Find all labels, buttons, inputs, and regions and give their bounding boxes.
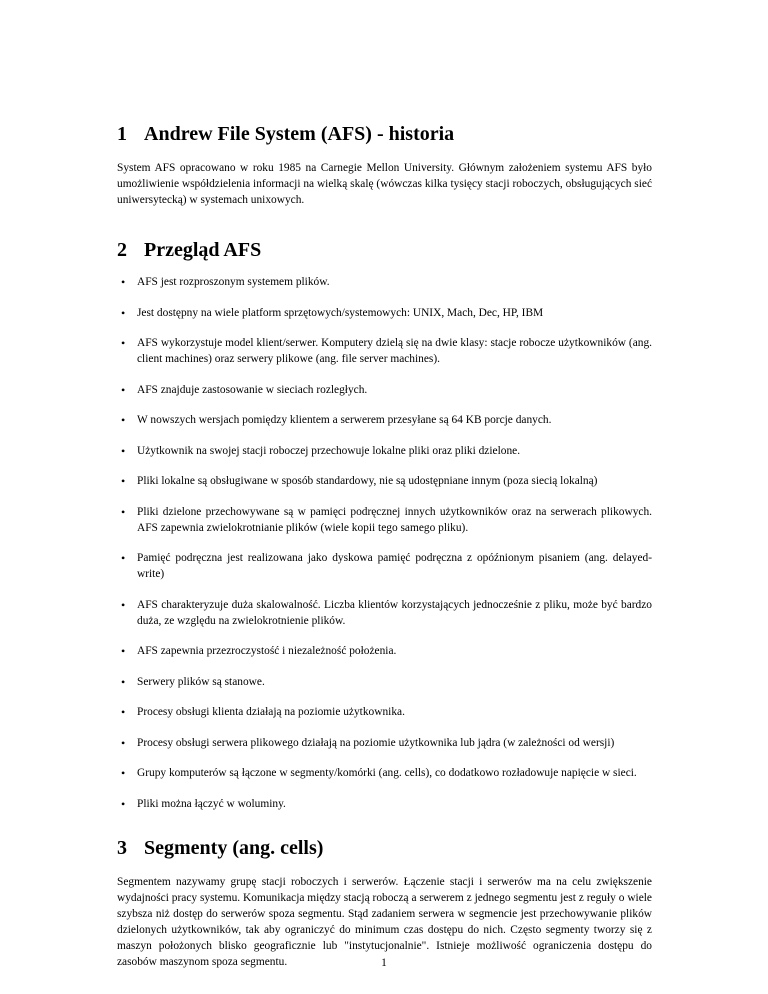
list-item: • Grupy komputerów są łączone w segmenty/komórki (ang. cells), co dodatkowo rozładowuje napięcie w sieci. — [117, 765, 652, 781]
section-3-number: 3 — [117, 836, 127, 859]
section-3-title: Segmenty (ang. cells) — [144, 836, 324, 859]
section-1-title: Andrew File System (AFS) - historia — [144, 123, 455, 145]
list-item: • Procesy obsługi klienta działają na poziomie użytkownika. — [117, 704, 652, 720]
list-item: • AFS znajduje zastosowanie w sieciach rozległych. — [117, 382, 652, 398]
list-item: • Pliki dzielone przechowywane są w pamięci podręcznej innych użytkowników oraz na serwerach plikowych. AFS zapewnia zwielokrotnianie plików (wiele kopii tego samego pliku). — [117, 504, 652, 536]
section-1-heading — [117, 122, 652, 146]
section-2-number: 2 — [117, 239, 127, 261]
list-item: • Pliki można łączyć w woluminy. — [117, 796, 652, 812]
section-1-number: 1 — [117, 123, 127, 145]
afs-overview-list — [117, 274, 652, 812]
list-item: • AFS charakteryzuje duża skalowalność. Liczba klientów korzystających jednocześnie z pliku, może być bardzo duża, ze względu na zwielokrotnienie plików. — [117, 597, 652, 629]
list-item: • AFS zapewnia przezroczystość i niezależność położenia. — [117, 643, 652, 659]
list-item: • AFS jest rozproszonym systemem plików. — [117, 274, 652, 290]
section-3-heading — [117, 836, 652, 860]
list-item: • Procesy obsługi serwera plikowego działają na poziomie użytkownika lub jądra (w zależności od wersji) — [117, 735, 652, 751]
list-item: • W nowszych wersjach pomiędzy klientem a serwerem przesyłane są 64 KB porcje danych. — [117, 412, 652, 428]
list-item: • AFS wykorzystuje model klient/serwer. Komputery dzielą się na dwie klasy: stacje robocze użytkowników (ang. client machines) oraz serwery plikowe (ang. file server machines). — [117, 335, 652, 367]
list-item: • Jest dostępny na wiele platform sprzętowych/systemowych: UNIX, Mach, Dec, HP, IBM — [117, 305, 652, 321]
section-3-paragraph: Segmentem nazywamy grupę stacji roboczych i serwerów. Łączenie stacji i serwerów ma na celu zwiększenie wydajności pracy systemu. Komunikacja między stacją roboczą a serwerem z jednego segmentu jest z reguły o wiele szybsza niż dostęp do serwerów spoza segmentu. Stąd zadaniem serwera w segmencie jest przechowywanie plików dzielonych użytkowników, tak aby ograniczyć do minimum czas dostępu do nich. Często segmenty tworzy się z maszyn położonych blisko geograficznie lub "instytucjonalnie". Istnieje możliwość ograniczenia dostępu do zasobów maszynom spoza segmentu. — [117, 875, 652, 968]
list-item: • Serwery plików są stanowe. — [117, 674, 652, 690]
page-number: 1 — [381, 957, 387, 969]
list-item: • Pliki lokalne są obsługiwane w sposób standardowy, nie są udostępniane innym (poza siecią lokalną) — [117, 473, 652, 489]
section-2-title: Przegląd AFS — [144, 239, 262, 261]
section-1-paragraph: System AFS opracowano w roku 1985 na Carnegie Mellon University. Głównym założeniem systemu AFS było umożliwienie współdzielenia informacji na wielką skalę (wówczas kilka tysięcy stacji roboczych, obsługujących sieć uniwersytecką) w systemach unixowych. — [117, 162, 652, 206]
list-item: • Użytkownik na swojej stacji roboczej przechowuje lokalne pliki oraz pliki dzielone. — [117, 443, 652, 459]
section-2-heading — [117, 238, 652, 262]
document-page — [117, 0, 652, 970]
list-item: • Pamięć podręczna jest realizowana jako dyskowa pamięć podręczna z opóźnionym pisaniem (ang. delayed-write) — [117, 550, 652, 582]
